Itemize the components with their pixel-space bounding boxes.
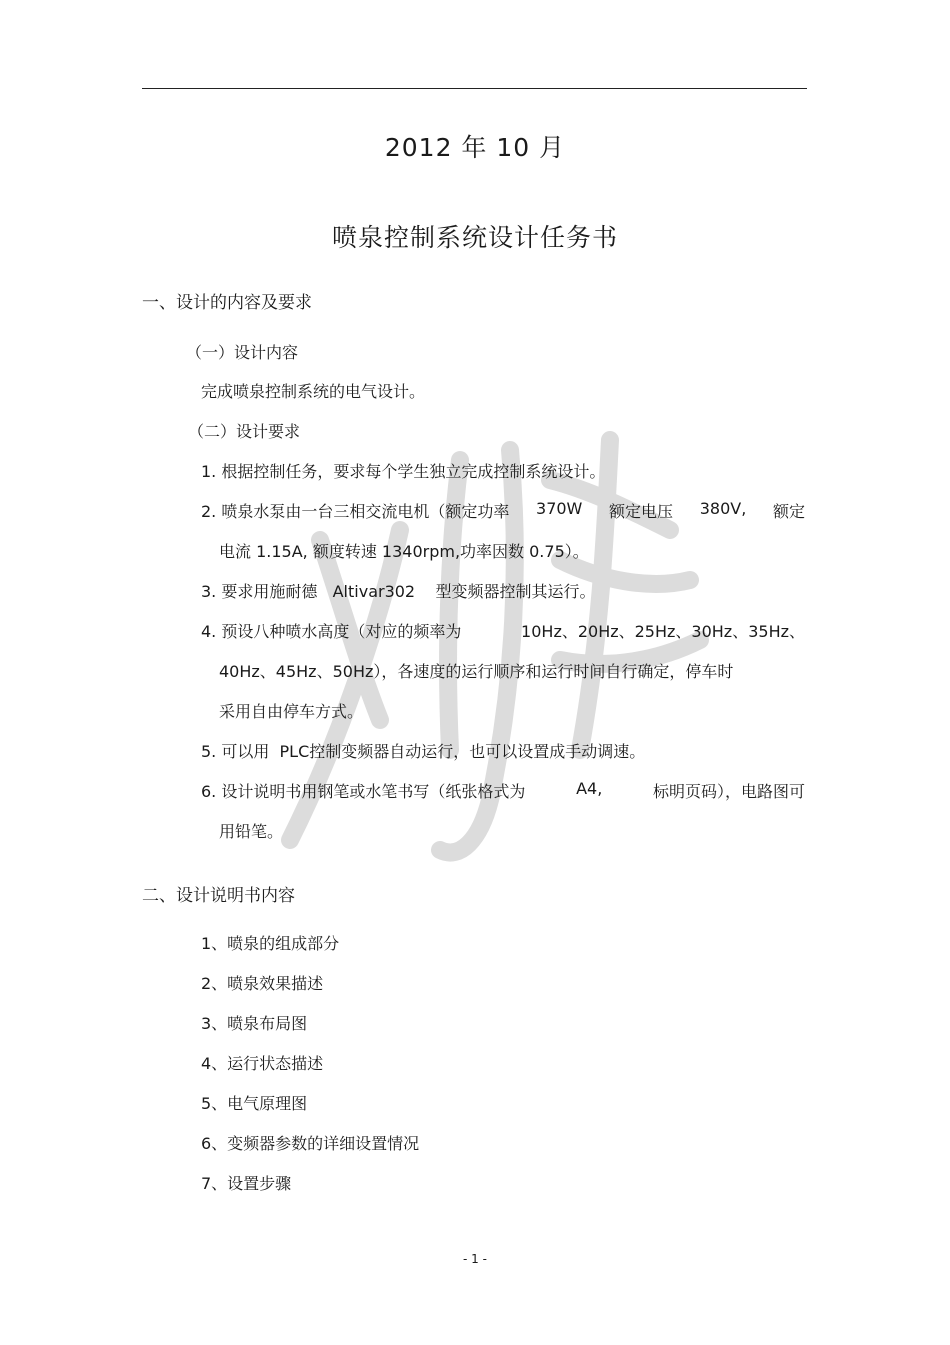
requirement-text: 3. 要求用施耐德 Altivar302 型变频器控制其运行。 bbox=[201, 582, 596, 601]
requirement-2 bbox=[201, 499, 805, 522]
requirement-text: 采用自由停车方式。 bbox=[219, 702, 364, 721]
requirement-4-cont2 bbox=[219, 699, 805, 722]
requirement-text: 40Hz、45Hz、50Hz），各速度的运行顺序和运行时间自行确定，停车时 bbox=[219, 662, 734, 681]
requirement-2-cont bbox=[219, 539, 805, 562]
requirement-4-cont bbox=[219, 659, 805, 682]
list-item: 5、电气原理图 bbox=[201, 1094, 308, 1113]
sub2-heading: （二）设计要求 bbox=[188, 422, 301, 441]
requirement-1 bbox=[201, 459, 805, 482]
requirement-text: 电流 1.15A, 额度转速 1340rpm,功率因数 0.75）。 bbox=[219, 542, 589, 561]
list-item: 6、变频器参数的详细设置情况 bbox=[201, 1134, 420, 1153]
requirement-6-cont bbox=[219, 819, 805, 842]
requirement-6 bbox=[201, 779, 805, 802]
section2-heading: 二、设计说明书内容 bbox=[142, 886, 295, 906]
requirement-4 bbox=[201, 619, 805, 642]
requirement-text: 370W bbox=[536, 499, 583, 518]
requirement-text: 5. 可以用 PLC控制变频器自动运行，也可以设置成手动调速。 bbox=[201, 742, 646, 761]
list-item: 7、设置步骤 bbox=[201, 1174, 292, 1193]
list-item: 2、喷泉效果描述 bbox=[201, 974, 324, 993]
sub1-text: 完成喷泉控制系统的电气设计。 bbox=[201, 382, 426, 401]
requirement-text: 额定 bbox=[772, 502, 805, 521]
sub1-heading: （一）设计内容 bbox=[186, 343, 299, 362]
list-item: 3、喷泉布局图 bbox=[201, 1014, 308, 1033]
requirement-text: 用铅笔。 bbox=[219, 822, 284, 841]
requirement-text: 2. 喷泉水泵由一台三相交流电机（额定功率 bbox=[201, 502, 510, 521]
page-number: - 1 - bbox=[463, 1252, 487, 1266]
requirement-text: 标明页码），电路图可 bbox=[652, 782, 805, 801]
list-item: 1、喷泉的组成部分 bbox=[201, 934, 340, 953]
requirement-5 bbox=[201, 739, 805, 762]
requirement-text: 10Hz、20Hz、25Hz、30Hz、35Hz、 bbox=[521, 622, 805, 641]
requirement-text: 6. 设计说明书用钢笔或水笔书写（纸张格式为 bbox=[201, 782, 526, 801]
document-date: 2012 年 10 月 bbox=[384, 133, 566, 162]
requirement-text: 380V, bbox=[699, 499, 747, 518]
document-title: 喷泉控制系统设计任务书 bbox=[331, 223, 618, 252]
requirement-text: 额定电压 bbox=[609, 502, 674, 521]
requirement-text: 4. 预设八种喷水高度（对应的频率为 bbox=[201, 622, 462, 641]
requirement-3 bbox=[201, 579, 805, 602]
list-item: 4、运行状态描述 bbox=[201, 1054, 324, 1073]
requirement-text: A4, bbox=[576, 779, 603, 798]
header-rule bbox=[142, 88, 807, 89]
section1-heading: 一、设计的内容及要求 bbox=[142, 293, 312, 313]
requirement-text: 1. 根据控制任务，要求每个学生独立完成控制系统设计。 bbox=[201, 462, 606, 481]
